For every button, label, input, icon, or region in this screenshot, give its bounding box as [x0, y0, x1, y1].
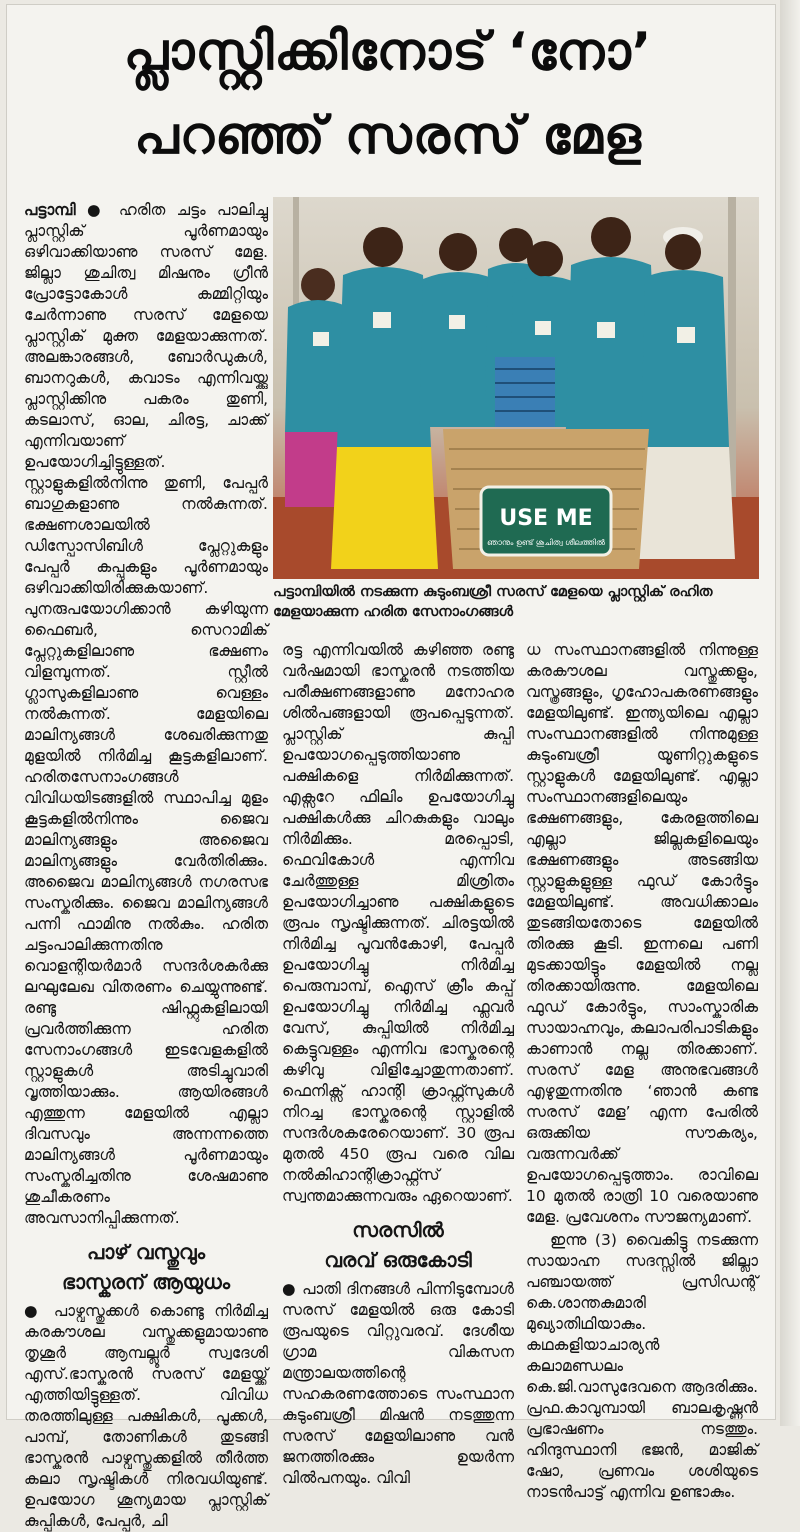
paragraph-text: പാതി ദിനങ്ങൾ പിന്നിടുമ്പോൾ സരസ് മേളയിൽ ഒരു കോടി രൂപയുടെ വിറ്റുവരവ്. ദേശീയ ഗ്രാമ വികസന മന്ത്രാലയത്തിന്റെ സഹകരണത്തോടെ സംസ്ഥാന കുടുംബശ്രീ മിഷൻ നടത്തുന്ന സരസ് മേളയിലാണു വൻ ജനത്തിരക്കും ഉയർന്ന വിൽപനയും. വിവി: [282, 1280, 514, 1487]
paragraph: [282, 1279, 514, 1489]
headline-line-2: പറഞ്ഞ് സരസ് മേള: [134, 106, 642, 166]
news-photo: [273, 197, 759, 579]
paper-edge: [780, 0, 800, 1426]
article-column-2: [282, 640, 514, 1487]
bin-label: USE ME: [499, 506, 593, 531]
paragraph-text: രട്ട എന്നിവയിൽ കഴിഞ്ഞ രണ്ടു വർഷമായി ഭാസ്കരൻ നടത്തിയ പരീക്ഷണങ്ങളാണു മനോഹര ശിൽപങ്ങളായി രൂപപ്പെടുന്നത്. പ്ലാസ്റ്റിക് കുപ്പി ഉപയോഗപ്പെടുത്തിയാണു പക്ഷികളെ നിർമിക്കുന്നത്. എക്സറേ ഫിലിം ഉപയോഗിച്ചു പക്ഷികൾക്കു ചിറകുകളും വാലും നിർമിക്കും. മരപ്പൊടി, ഫെവികോൾ എന്നിവ ചേർത്തുള്ള മിശ്രിതം ഉപയോഗിച്ചാണു പക്ഷികളുടെ രൂപം സൃഷ്ടിക്കുന്നത്. ചിരട്ടയിൽ നിർമിച്ച പൂവൻകോഴി, പേപ്പർ ഉപയോഗിച്ചു നിർമിച്ച പെരുമ്പാമ്പ്, ഐസ് ക്രീം കപ്പ് ഉപയോഗിച്ചു നിർമിച്ച ഫ്ലവർ വേസ്, കുപ്പിയിൽ നിർമിച്ച കെട്ടുവള്ളം എന്നിവ ഭാസ്കരന്റെ കഴിവു വിളിച്ചോതുന്നതാണ്. ഫെനിക്സ് ഹാന്റി ക്രാഫ്റ്റ്സുകൾ നിറച്ച ഭാസ്കരന്റെ സ്റ്റാളിൽ സന്ദർശകരേറെയാണ്. 30 രൂപ മുതൽ 450 രൂപ വരെ വില നൽകിഹാന്റിക്രാഫ്റ്റ്സ് സ്വന്തമാക്കുന്നവരും ഏറെയാണ്.: [282, 641, 514, 1205]
bullet-icon: ●: [282, 1280, 303, 1298]
subheading-line-2: ഭാസ്കരന് ആയുധം: [61, 1270, 231, 1294]
subheading-line-1: പാഴ് വസ്തുവും: [87, 1240, 205, 1264]
subheading: [282, 1215, 514, 1275]
paragraph-text: പാഴ്വസ്തുക്കൾ കൊണ്ടു നിർമിച്ച കരകൗശല വസ്തുക്കളുമായാണു തൃശൂർ ആമ്പല്ലൂർ സ്വദേശി എസ്.ഭാസ്കരൻ സരസ് മേളയ്ക്ക് എത്തിയിട്ടുള്ളത്. വിവിധ തരത്തിലുള്ള പക്ഷികൾ, പൂക്കൾ, പാമ്പ്, തോണികൾ തുടങ്ങി ഭാസ്കരൻ പാഴ്വസ്തുക്കളിൽ തീർത്ത കലാ സൃഷ്ടികൾ നിരവധിയുണ്ട്. ഉപയോഗ ശൂന്യമായ പ്ലാസ്റ്റിക് കുപ്പികൾ, പേപ്പർ, ചി: [24, 1302, 269, 1530]
subheading: [24, 1237, 268, 1297]
article-column-3: [526, 640, 758, 1501]
article-column-1: [24, 200, 269, 1530]
bullet-icon: ●: [87, 201, 119, 219]
subheading-line-2: വരവ് ഒരുകോടി: [324, 1248, 472, 1272]
paragraph-text: ഹരിത ചട്ടം പാലിച്ചു പ്ലാസ്റ്റിക് പൂർണമായും ഒഴിവാക്കിയാണു സരസ് മേള. ജില്ലാ ശുചിത്വ മിഷനും ഗ്രീൻ പ്രോട്ടോകോൾ കമ്മിറ്റിയും ചേർന്നാണു സരസ് മേളയെ പ്ലാസ്റ്റിക് മുക്ത മേളയാക്കുന്നത്. അലങ്കാരങ്ങൾ, ബോർഡുകൾ, ബാനറുകൾ, കവാടം എന്നിവയ്ക്കു പ്ലാസ്റ്റിക്കിനു പകരം തുണി, കടലാസ്, ഓല, ചിരട്ട, ചാക്ക് എന്നിവയാണ് ഉപയോഗിച്ചിട്ടുള്ളത്. സ്റ്റാളുകളിൽനിന്നു തുണി, പേപ്പർ ബാഗുകളാണു നൽകുന്നത്. ഭക്ഷണശാലയിൽ ഡിസ്പോസിബിൾ പ്ലേറ്റുകളും പേപ്പർ കപ്പുകളും പൂർണമായും ഒഴിവാക്കിയിരിക്കുകയാണ്. പുനരുപയോഗിക്കാൻ കഴിയുന്ന ഫൈബർ, സെറാമിക് പ്ലേറ്റുകളിലാണു ഭക്ഷണം വിളമ്പുന്നത്. സ്റ്റീൽ ഗ്ലാസുകളിലാണു വെള്ളം നൽകുന്നത്. മേളയിലെ മാലിന്യങ്ങൾ ശേഖരിക്കുന്നതു മുളയിൽ നിർമിച്ച കൂട്ടകളിലാണ്. ഹരിതസേനാംഗങ്ങൾ വിവിധയിടങ്ങളിൽ സ്ഥാപിച്ച മുളം കൂട്ടകളിൽനിന്നും ജൈവ മാലിന്യങ്ങളും അജൈവ മാലിന്യങ്ങളും വേർതിരിക്കും. അജൈവ മാലിന്യങ്ങൾ നഗരസഭ സംസ്കരിക്കും. ജൈവ മാലിന്യങ്ങൾ പന്നി ഫാമിനു നൽകും. ഹരിത ചട്ടംപാലിക്കുന്നതിനു വൊളന്റിയർമാർ സന്ദർശകർക്കു ലഘുലേഖ വിതരണം ചെയ്യുന്നുണ്ട്. രണ്ടു ഷിഫ്റ്റുകളിലായി പ്രവർത്തിക്കുന്ന ഹരിത സേനാംഗങ്ങൾ ഇടവേളകളിൽ സ്റ്റാളുകൾ അടിച്ചുവാരി വൃത്തിയാക്കും. ആയിരങ്ങൾ എത്തുന്ന മേളയിൽ എല്ലാ ദിവസവും അന്നന്നത്തെ മാലിന്യങ്ങൾ പൂർണമായും സംസ്കരിച്ചതിനു ശേഷമാണു ശുചീകരണം അവസാനിപ്പിക്കുന്നത്.: [24, 201, 268, 1227]
headline-line-1: പ്ലാസ്റ്റിക്കിനോട് ‘നോ’: [123, 22, 653, 82]
paragraph-text: ഇന്നു (3) വൈകിട്ടു നടക്കുന്ന സായാഹ്ന സദസ്സിൽ ജില്ലാ പഞ്ചായത്ത് പ്രസിഡന്റ് കെ.ശാന്തകുമാരി മുഖ്യാതിഥിയാകും. കഥകളിയാചാര്യൻ കലാമണ്ഡലം കെ.ജി.വാസുദേവനെ ആദരിക്കും. പ്രഫ.കാവുമ്പായി ബാലകൃഷ്ണൻ പ്രഭാഷണം നടത്തും. ഹിന്ദുസ്ഥാനി ഭജൻ, മാജിക് ഷോ, പ്രണവം ശശിയുടെ നാടൻപാട്ട് എന്നിവ ഉണ്ടാകും.: [526, 1231, 758, 1501]
bin-sublabel: ഞാനും ഉണ്ട് ശുചിത്വ ശീലത്തിൽ: [487, 538, 605, 547]
subheading-line-1: സരസിൽ: [352, 1218, 444, 1242]
paragraph: [24, 1301, 268, 1532]
person: [639, 227, 735, 559]
photo-caption: പട്ടാമ്പിയിൽ നടക്കുന്ന കുടുംബശ്രീ സരസ് മേളയെ പ്ലാസ്റ്റിക് രഹിത മേളയാക്കുന്ന ഹരിത സേനാംഗങ്ങൾ: [273, 584, 713, 620]
blue-basket: [495, 357, 555, 427]
dateline: പട്ടാമ്പി: [24, 201, 76, 219]
bullet-icon: ●: [24, 1302, 54, 1320]
paragraph: [24, 200, 268, 1229]
headline: [18, 10, 758, 178]
paragraph-text: ധ സംസ്ഥാനങ്ങളിൽ നിന്നുള്ള കരകൗശല വസ്തുക്കളും, വസ്ത്രങ്ങളും, ഗൃഹോപകരണങ്ങളും മേളയിലുണ്ട്. ഇന്ത്യയിലെ എല്ലാ സംസ്ഥാനങ്ങളിൽ നിന്നുമുള്ള കുടുംബശ്രീ യൂണിറ്റുകളുടെ സ്റ്റാളുകൾ മേളയിലുണ്ട്. എല്ലാ സംസ്ഥാനങ്ങളിലെയും ഭക്ഷണങ്ങളും, കേരളത്തിലെ എല്ലാ ജില്ലകളിലെയും ഭക്ഷണങ്ങളും അടങ്ങിയ സ്റ്റാളുകളുള്ള ഫുഡ് കോർട്ടും മേളയിലുണ്ട്. അവധിക്കാലം തുടങ്ങിയതോടെ മേളയിൽ തിരക്കു കൂടി. ഇന്നലെ പണി മുടക്കായിട്ടും മേളയിൽ നല്ല തിരക്കായിരുന്നു. മേളയിലെ ഫുഡ് കോർട്ടും, സാംസ്കാരിക സായാഹ്നവും, കലാപരിപാടികളും കാണാൻ നല്ല തിരക്കാണ്. സരസ് മേള അനുഭവങ്ങൾ എഴുതുന്നതിനു ‘ഞാൻ കണ്ട സരസ് മേള’ എന്ന പേരിൽ ഒരുക്കിയ സൗകര്യം, വരുന്നവർക്ക് ഉപയോഗപ്പെടുത്താം. രാവിലെ 10 മുതൽ രാത്രി 10 വരെയാണു മേള. പ്രവേശനം സൗജന്യമാണ്.: [526, 641, 758, 1226]
